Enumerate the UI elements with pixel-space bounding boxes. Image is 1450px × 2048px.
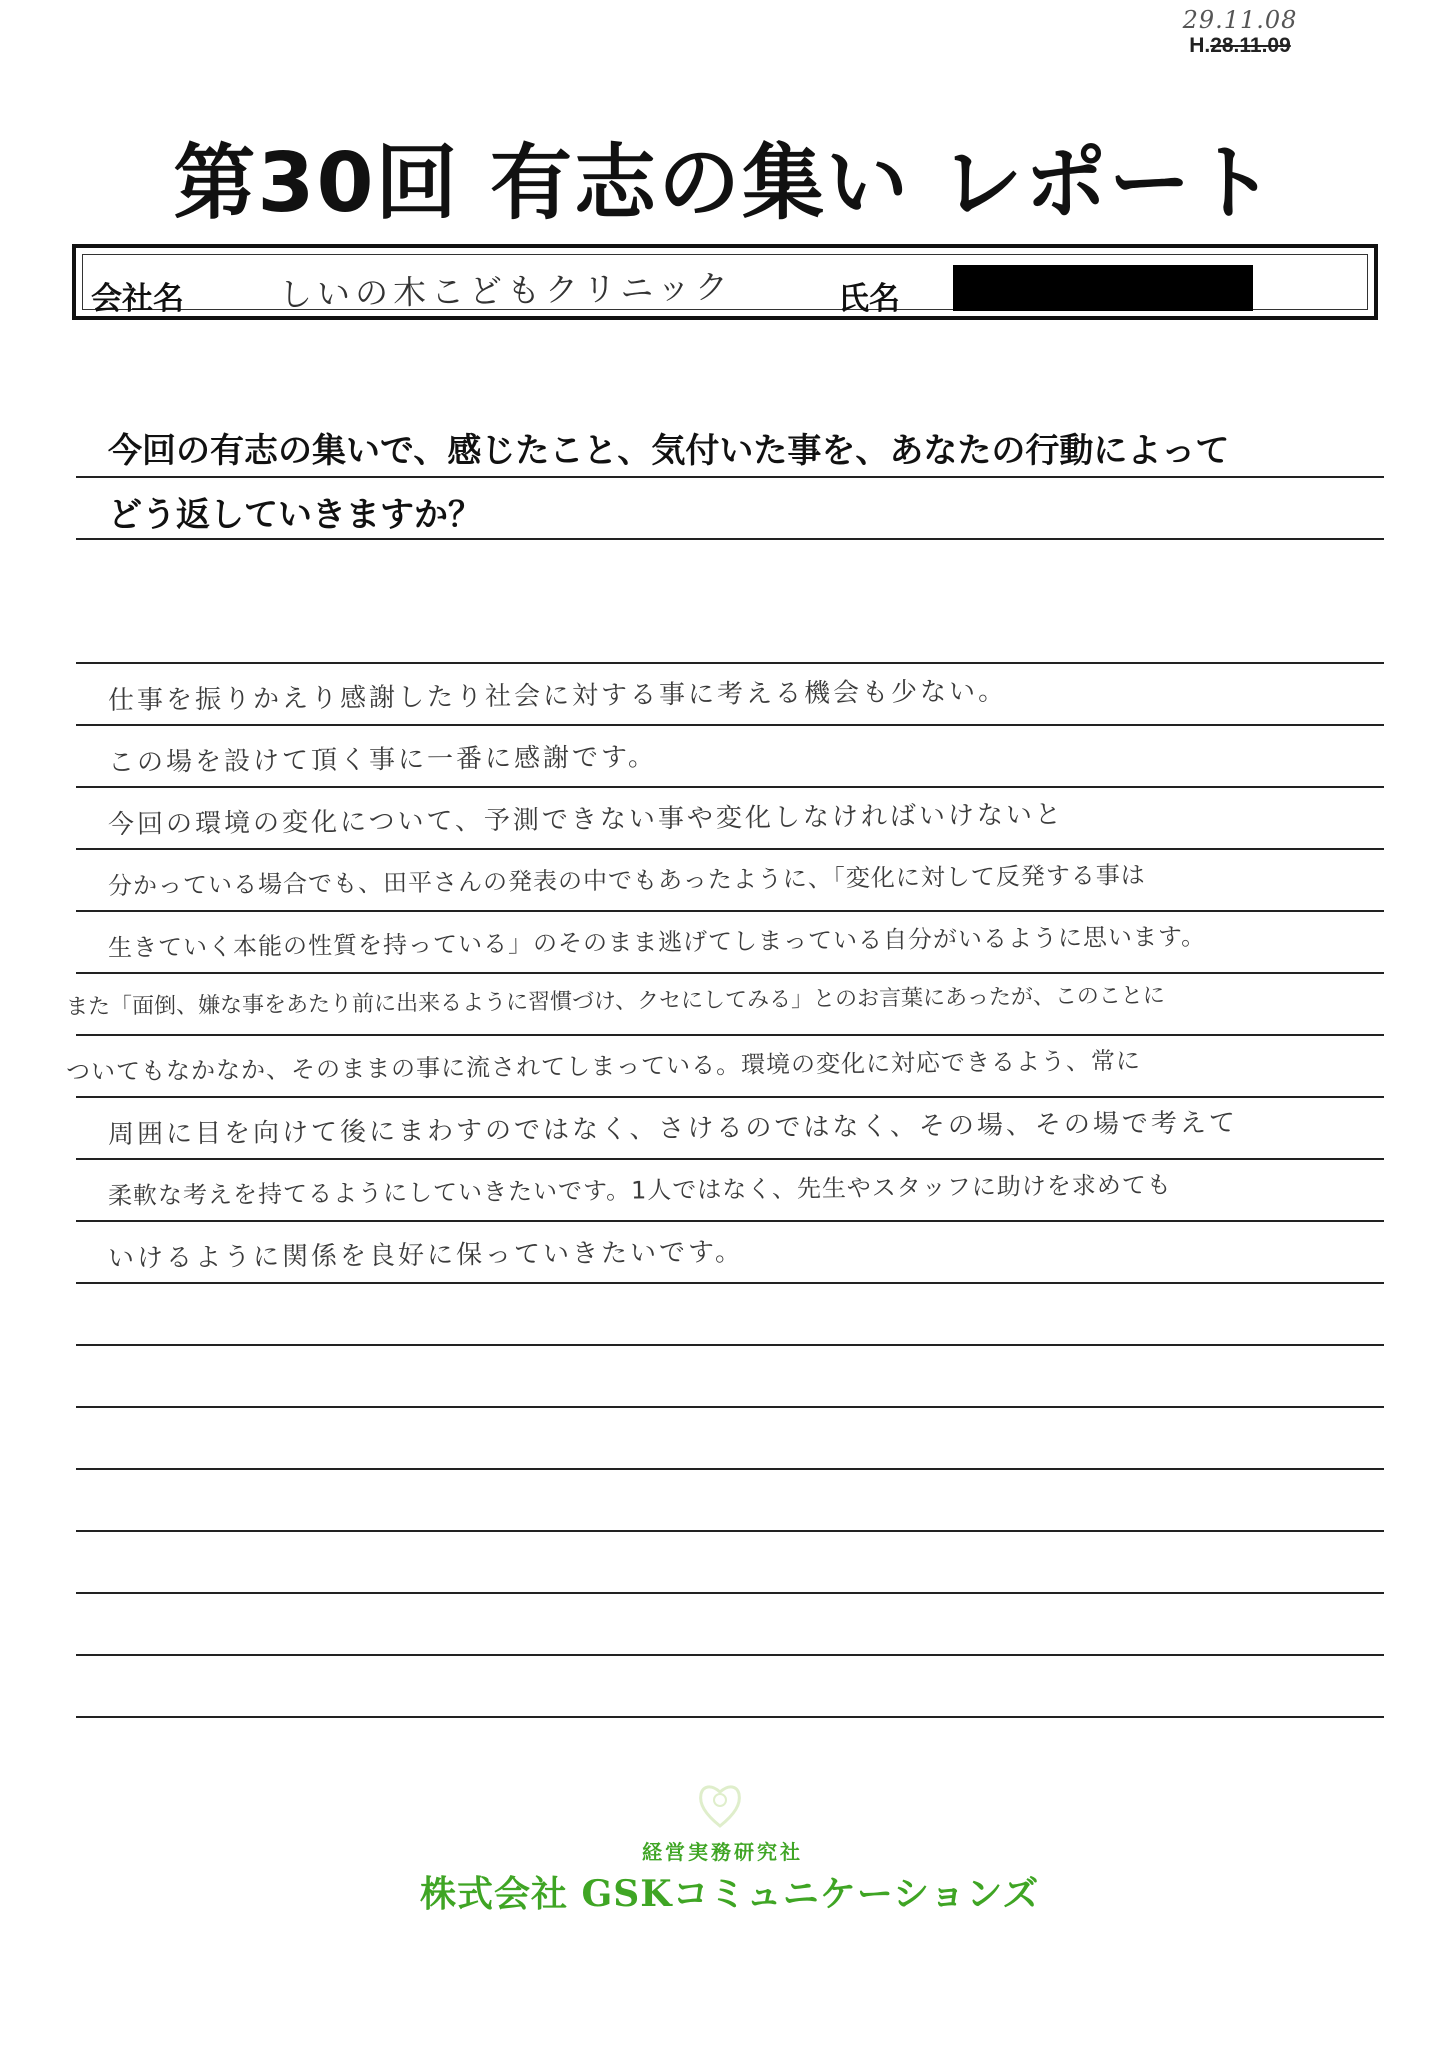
answer-line-8: 周囲に目を向けて後にまわすのではなく、さけるのではなく、その場、その場で考えて <box>107 1108 1239 1150</box>
answer-rule <box>76 1716 1384 1718</box>
struck-date: 28.11.09 <box>1210 34 1291 57</box>
answer-line-5: 生きていく本能の性質を持っている」のそのまま逃げてしまっている自分がいるように思います。 <box>107 922 1207 962</box>
answer-rule <box>76 662 1384 664</box>
answer-line-6: また「面倒、嫌な事をあたり前に出来るように習慣づけ、クセにしてみる」とのお言葉にあったが、このことに <box>65 983 1165 1020</box>
question-rule <box>76 538 1384 540</box>
answer-line-3: 今回の環境の変化について、予測できない事や変化しなければいけないと <box>107 799 1065 840</box>
redacted-name <box>953 265 1253 311</box>
answer-line-1: 仕事を振りかえり感謝したり社会に対する事に考える機会も少ない。 <box>107 676 1008 716</box>
printed-date <box>1170 34 1310 58</box>
name-label: 氏名 <box>838 281 900 317</box>
answer-rule <box>76 1530 1384 1532</box>
header-box-inner <box>82 254 1368 317</box>
answer-rule <box>76 1654 1384 1656</box>
answer-rule <box>76 724 1384 726</box>
footer-subtitle: 経営実務研究社 <box>642 1840 803 1864</box>
answer-line-2: この場を設けて頂く事に一番に感謝です。 <box>107 742 658 778</box>
answer-line-4: 分かっている場合でも、田平さんの発表の中でもあったように、「変化に対して反発する事は <box>107 861 1146 900</box>
question <box>108 424 1358 552</box>
brand-emblem-icon <box>695 1776 745 1832</box>
answer-rule <box>76 848 1384 850</box>
answer-line-10: いけるように関係を良好に保っていきたいです。 <box>107 1237 745 1274</box>
footer-company: 株式会社 GSKコミュニケーションズ <box>420 1873 1040 1915</box>
answer-rule <box>76 910 1384 912</box>
answer-rule <box>76 1344 1384 1346</box>
answer-line-7: ついてもなかなか、そのままの事に流されてしまっている。環境の変化に対応できるよう、常に <box>65 1046 1142 1086</box>
answer-rule <box>76 1282 1384 1284</box>
handwritten-date: 29.11.08 <box>1182 6 1298 34</box>
question-line-2: どう返していきますか？ <box>108 495 482 535</box>
page-title: 第30回 有志の集い レポート <box>173 136 1277 231</box>
answer-rule <box>76 972 1384 974</box>
answer-rule <box>76 1096 1384 1098</box>
answer-rule <box>76 786 1384 788</box>
answer-rule <box>76 1592 1384 1594</box>
printed-date-prefix: H. <box>1189 34 1211 57</box>
answer-rule <box>76 1468 1384 1470</box>
company-label: 会社名 <box>91 281 184 317</box>
question-rule <box>76 476 1384 478</box>
question-line-1: 今回の有志の集いで、感じたこと、気付いた事を、あなたの行動によって <box>108 431 1230 471</box>
date-stamp <box>1170 6 1310 58</box>
answer-rule <box>76 1406 1384 1408</box>
answer-rule <box>76 1158 1384 1160</box>
answer-line-9: 柔軟な考えを持てるようにしていきたいです。1人ではなく、先生やスタッフに助けを求めても <box>107 1170 1172 1210</box>
company-value: しいの木こどもクリニック <box>278 267 734 314</box>
header-box <box>72 244 1378 320</box>
answer-rule <box>76 1034 1384 1036</box>
answer-rule <box>76 1220 1384 1222</box>
